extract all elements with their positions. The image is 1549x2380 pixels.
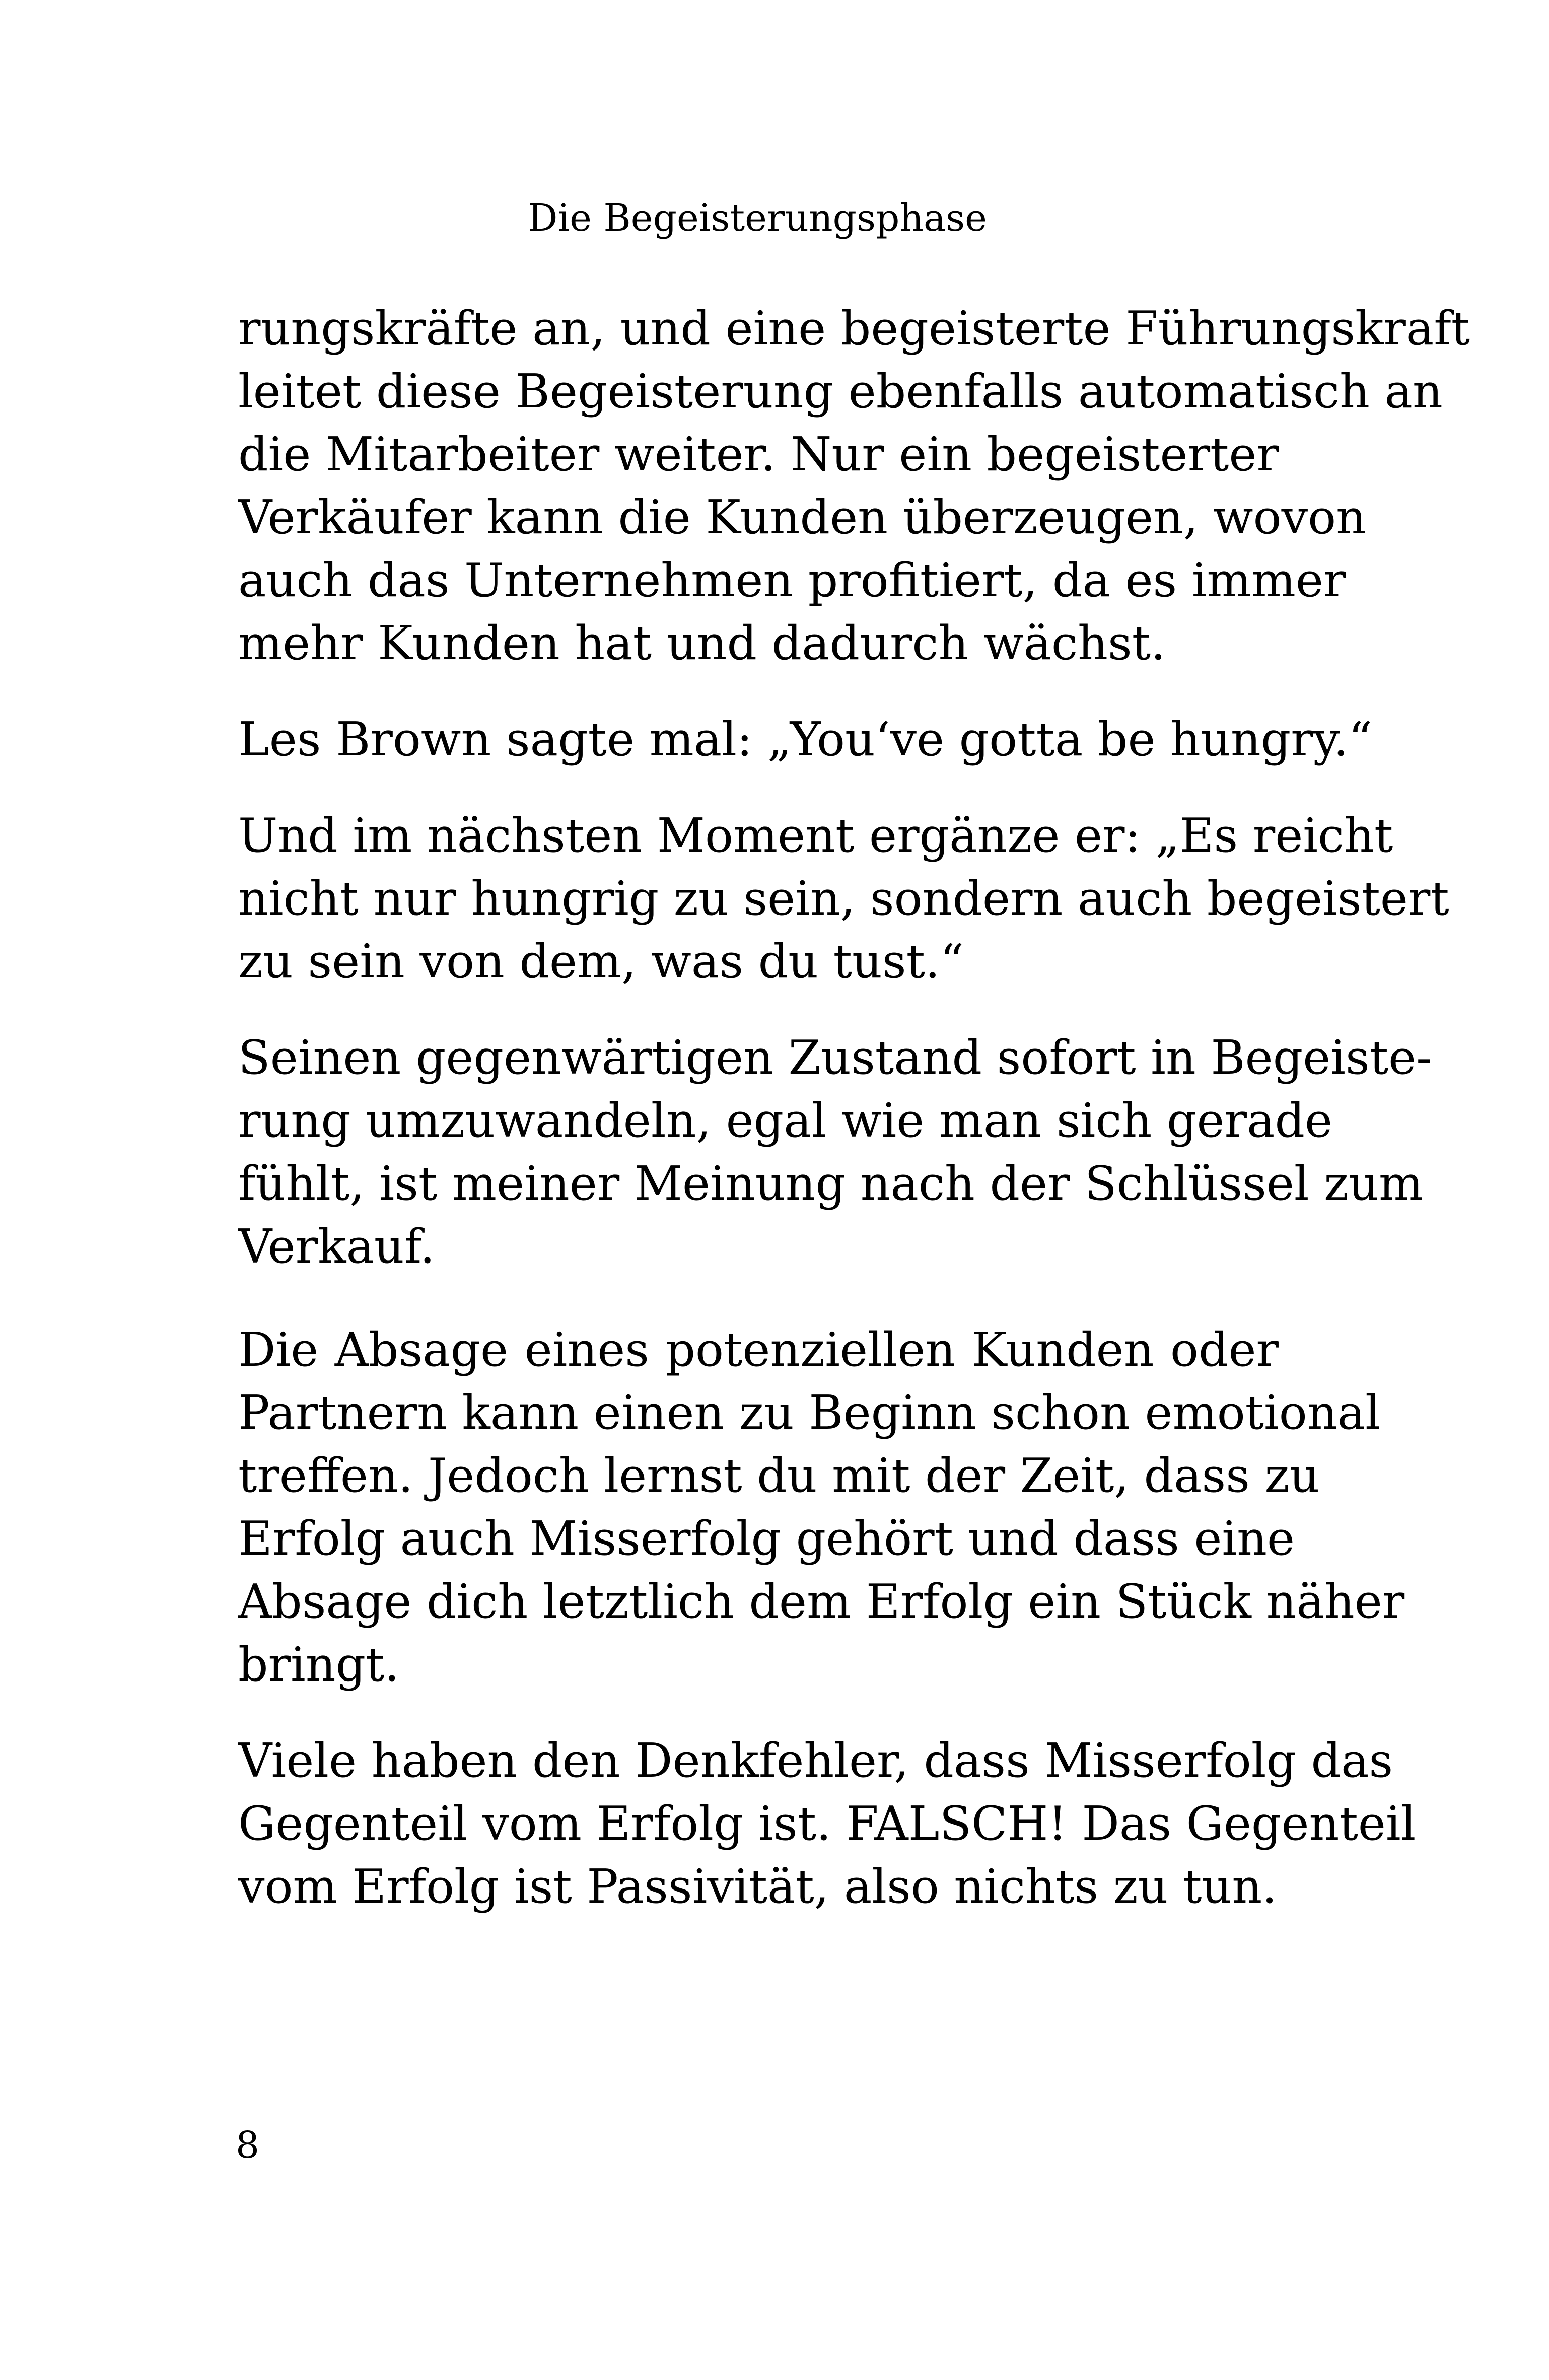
text-line: nicht nur hungrig zu sein, sondern auch begeistert xyxy=(238,871,1449,926)
text-line: leitet diese Begeisterung ebenfalls automatisch an xyxy=(238,364,1443,418)
page-number: 8 xyxy=(236,2124,260,2167)
text-line: zu sein von dem, was du tust.“ xyxy=(238,934,964,989)
text-line: Erfolg auch Misserfolg gehört und dass eine xyxy=(238,1511,1295,1566)
text-line: Partnern kann einen zu Beginn schon emotional xyxy=(238,1385,1380,1440)
paragraph-1 xyxy=(238,297,1470,675)
text-line: Verkauf. xyxy=(238,1219,435,1274)
body-text xyxy=(238,297,1470,1918)
text-line: Seinen gegenwärtigen Zustand sofort in Begeiste- xyxy=(238,1030,1432,1085)
text-line: Die Absage eines potenziellen Kunden oder xyxy=(238,1322,1279,1377)
text-line: bringt. xyxy=(238,1637,400,1692)
text-line: Viele haben den Denkfehler, dass Misserfolg das xyxy=(238,1733,1393,1788)
text-line: vom Erfolg ist Passivität, also nichts zu tun. xyxy=(238,1859,1277,1914)
text-line: Gegenteil vom Erfolg ist. FALSCH! Das Gegenteil xyxy=(238,1796,1416,1851)
text-line: auch das Unternehmen profitiert, da es immer xyxy=(238,553,1346,607)
paragraph-2 xyxy=(238,708,1373,771)
running-head: Die Begeisterungsphase xyxy=(528,196,987,240)
paragraph-4 xyxy=(238,1026,1432,1278)
text-line: fühlt, ist meiner Meinung nach der Schlüssel zum xyxy=(238,1156,1424,1211)
text-line: treffen. Jedoch lernst du mit der Zeit, dass zu xyxy=(238,1448,1320,1503)
paragraph-6 xyxy=(238,1729,1416,1918)
text-line: rungskräfte an, und eine begeisterte Führungskraft xyxy=(238,301,1470,356)
text-line: Les Brown sagte mal: „You‘ve gotta be hungry.“ xyxy=(238,712,1373,766)
text-line: mehr Kunden hat und dadurch wächst. xyxy=(238,616,1166,670)
text-line: die Mitarbeiter weiter. Nur ein begeisterter xyxy=(238,427,1279,481)
text-line: Absage dich letztlich dem Erfolg ein Stück näher xyxy=(238,1574,1405,1629)
paragraph-3 xyxy=(238,804,1449,993)
paragraph-5 xyxy=(238,1318,1405,1696)
text-line: Und im nächsten Moment ergänze er: „Es reicht xyxy=(238,808,1393,863)
text-line: Verkäufer kann die Kunden überzeugen, wovon xyxy=(238,490,1367,544)
text-line: rung umzuwandeln, egal wie man sich gerade xyxy=(238,1093,1333,1148)
